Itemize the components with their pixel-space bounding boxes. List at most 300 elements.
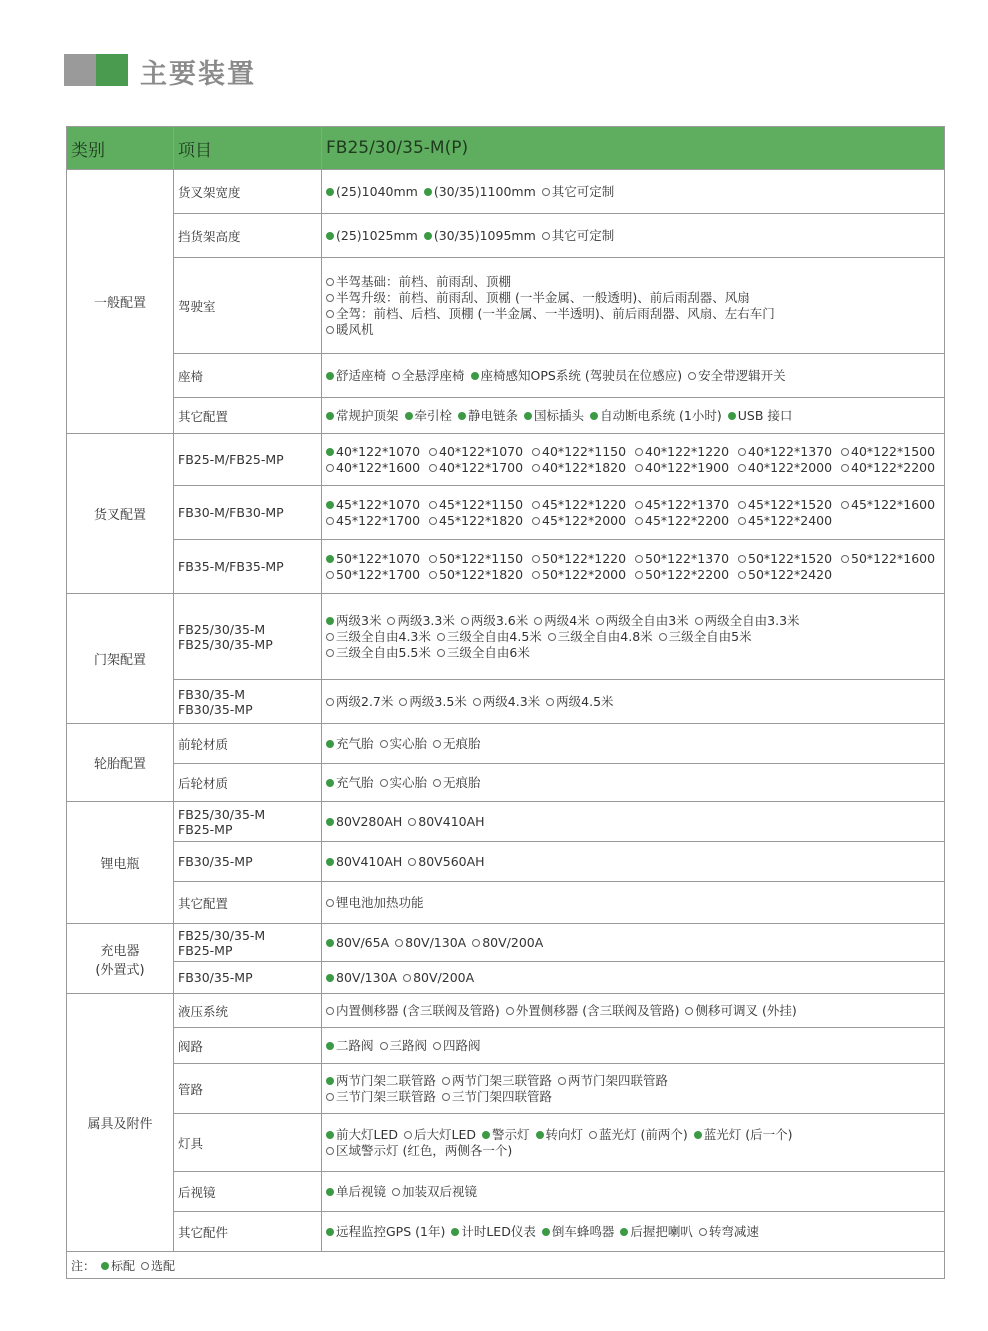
optional-circle-icon [326,310,334,318]
option-item [442,1089,552,1104]
option-line [326,306,940,322]
option-item [326,1224,445,1239]
spec-table [66,126,945,1279]
title-green-block [96,54,128,86]
option-label: 暖风机 [336,321,374,337]
option-item [399,694,466,709]
option-label: 蓝光灯 (前两个) [599,1126,688,1142]
options-cell [322,1028,945,1064]
optional-circle-icon [688,372,696,380]
optional-circle-icon [392,1188,400,1196]
option-label: 40*122*1820 [542,459,627,475]
standard-dot-icon [458,412,466,420]
option-item [482,1127,530,1142]
option-line [326,814,940,830]
optional-circle-icon [738,501,746,509]
item-label: FB35-M/FB35-MP [178,559,284,574]
option-label: 两级全自由3米 [605,612,689,628]
item-label: 挡货架高度 [178,228,241,244]
option-item [542,184,615,199]
optional-circle-icon [635,571,643,579]
item-cell [174,842,322,882]
option-item [392,1184,477,1199]
option-item [536,1127,584,1142]
option-item [635,551,738,567]
option-label: 45*122*2000 [542,512,627,528]
options-cell [322,1172,945,1212]
option-label: (25)1040mm [336,183,418,199]
option-label: 40*122*1900 [645,459,730,475]
option-label: 40*122*1070 [439,443,524,459]
option-item [471,368,683,383]
options-cell [322,594,945,680]
optional-circle-icon [395,939,403,947]
standard-dot-icon [326,1188,334,1196]
option-label: 80V410AH [418,813,485,829]
option-label: 计时LED仪表 [461,1223,536,1239]
option-item [534,613,589,628]
header-category: 类别 [67,127,174,170]
option-label: 锂电池加热功能 [336,894,424,910]
optional-circle-icon [326,278,334,286]
option-line [326,290,940,306]
item-cell [174,258,322,354]
option-label: 侧移可调叉 (外挂) [695,1002,797,1018]
optional-circle-icon [429,448,437,456]
option-label: 80V/65A [336,934,390,950]
option-label: 两级4米 [544,612,590,628]
option-item [326,970,397,985]
optional-circle-icon [380,740,388,748]
option-label: (25)1025mm [336,227,418,243]
table-row [67,1114,945,1172]
option-line [326,1003,940,1019]
optional-circle-icon [841,555,849,563]
option-item [326,551,429,567]
legend-optional: 选配 [151,1258,176,1273]
option-item [433,1038,481,1053]
option-item [685,1003,796,1018]
option-line [326,1038,940,1054]
option-item [738,444,841,460]
option-line [326,613,940,629]
option-item [437,645,530,660]
item-label: FB30-M/FB30-MP [178,505,284,520]
category-cell [67,924,174,994]
option-item [473,694,540,709]
option-item [429,497,532,513]
option-label: 45*122*1070 [336,496,421,512]
table-row [67,842,945,882]
item-cell [174,882,322,924]
optional-circle-icon [635,464,643,472]
option-line [326,444,940,460]
options-cell [322,486,945,540]
option-item [429,567,532,583]
option-item [424,228,536,243]
options-cell [322,434,945,486]
table-row [67,1028,945,1064]
option-label: 全悬浮座椅 [402,367,465,383]
option-item [694,1127,793,1142]
optional-circle-icon [532,464,540,472]
option-item [387,613,454,628]
option-item [532,551,635,567]
optional-circle-icon [326,899,334,907]
option-line [326,551,940,567]
optional-circle-icon [841,464,849,472]
option-label: 40*122*1700 [439,459,524,475]
option-item [326,460,429,476]
item-label-line: FB25/30/35-M [178,806,266,822]
standard-dot-icon [326,1131,334,1139]
optional-circle-icon [429,501,437,509]
item-cell [174,214,322,258]
options-cell [322,842,945,882]
optional-circle-icon [437,649,445,657]
item-label: 货叉架宽度 [178,184,241,200]
option-item [532,444,635,460]
option-label: 远程监控GPS (1年) [336,1223,446,1239]
options-cell [322,764,945,802]
option-line [326,1184,940,1200]
standard-dot-icon [405,412,413,420]
legend-standard: 标配 [111,1258,136,1273]
options-cell [322,354,945,398]
option-label: 其它可定制 [551,183,615,199]
option-item [326,854,402,869]
table-row [67,540,945,594]
optional-circle-icon [433,1042,441,1050]
option-label: 加装双后视镜 [402,1183,478,1199]
option-label: 单后视镜 [336,1183,387,1199]
option-label: 50*122*2420 [748,566,833,582]
table-row [67,680,945,724]
option-label: 前大灯LED [336,1126,398,1142]
optional-circle-icon [534,617,542,625]
category-label: 轮胎配置 [93,757,146,772]
table-row [67,214,945,258]
item-cell [174,354,322,398]
category-cell [67,724,174,802]
option-item [326,814,402,829]
optional-circle-icon [635,501,643,509]
optional-circle-icon [699,1228,707,1236]
option-label: 80V410AH [336,853,403,869]
standard-dot-icon [326,501,334,509]
option-line [326,513,940,529]
item-label: FB30/35-MP [178,970,253,985]
option-line [326,775,940,791]
option-item [326,645,431,660]
option-item [326,1143,512,1158]
standard-dot-icon [471,372,479,380]
optional-circle-icon [326,1147,334,1155]
page-title: 主要装置 [140,59,256,90]
option-label: 80V/130A [405,934,467,950]
option-line [326,1224,940,1240]
option-label: 半驾基础：前档、前雨刮、顶棚 [336,273,512,289]
optional-circle-icon [404,1131,412,1139]
option-label: 40*122*1600 [336,459,421,475]
table-row [67,1212,945,1252]
option-label: (30/35)1100mm [433,183,536,199]
option-label: 国标插头 [534,407,585,423]
optional-circle-icon [326,294,334,302]
optional-circle-icon [659,633,667,641]
item-label: 其它配置 [178,895,229,911]
option-label: 45*122*1370 [645,496,730,512]
option-line [326,460,940,476]
option-item [405,408,453,423]
option-label: 三节门架四联管路 [452,1088,553,1104]
item-cell [174,486,322,540]
table-row [67,882,945,924]
option-item [738,551,841,567]
option-label: 无痕胎 [443,774,481,790]
optional-circle-icon [506,1007,514,1015]
standard-dot-icon [326,188,334,196]
optional-circle-icon [326,698,334,706]
optional-circle-icon [548,633,556,641]
standard-dot-icon [326,858,334,866]
standard-dot-icon [326,1077,334,1085]
option-label: USB 接口 [737,407,793,423]
option-item [326,935,389,950]
option-item [738,567,841,583]
category-cell [67,170,174,434]
option-label: 三级全自由4.5米 [446,628,542,644]
optional-circle-icon [380,1042,388,1050]
option-item [458,408,518,423]
option-label: 50*122*1370 [645,550,730,566]
optional-circle-icon [472,939,480,947]
option-item [451,1224,536,1239]
optional-circle-icon [429,464,437,472]
item-label: 管路 [178,1081,204,1097]
item-label: 液压系统 [178,1003,229,1019]
item-label: 其它配件 [178,1224,229,1240]
option-item [532,497,635,513]
options-cell [322,882,945,924]
category-label: 一般配置 [93,296,146,311]
option-label: 转向灯 [545,1126,584,1142]
option-item [380,775,428,790]
header-item: 项目 [174,127,322,170]
option-label: (30/35)1095mm [433,227,536,243]
item-cell [174,962,322,994]
option-line [326,629,940,645]
option-label: 40*122*2200 [851,459,936,475]
item-cell [174,1172,322,1212]
options-cell [322,680,945,724]
option-label: 牵引栓 [414,407,453,423]
item-label-line: FB25/30/35-M [178,927,266,943]
options-cell [322,924,945,962]
table-row [67,594,945,680]
item-label-line: FB25-MP [178,821,233,837]
category-cell [67,802,174,924]
item-cell [174,924,322,962]
table-row [67,962,945,994]
standard-dot-icon [326,617,334,625]
option-label: 40*122*1220 [645,443,730,459]
option-item [548,629,653,644]
category-label: 属具及附件 [87,1117,153,1132]
item-cell [174,398,322,434]
option-label: 50*122*1820 [439,566,524,582]
option-item [506,1003,680,1018]
optional-circle-icon [635,448,643,456]
category-cell [67,994,174,1252]
legend-row [67,1252,945,1279]
standard-dot-icon [620,1228,628,1236]
option-label: 两级全自由3.3米 [704,612,800,628]
option-label: 实心胎 [389,735,428,751]
option-label: 充气胎 [336,774,374,790]
option-label: 40*122*1070 [336,443,421,459]
option-item [408,814,484,829]
option-item [472,935,543,950]
options-cell [322,214,945,258]
option-label: 三级全自由5.5米 [336,644,431,660]
option-item [558,1073,668,1088]
option-line [326,970,940,986]
option-label: 区域警示灯 (红色，两侧各一个) [336,1142,513,1158]
option-label: 座椅感知OPS系统 (驾驶员在位感应) [480,367,683,383]
options-cell [322,258,945,354]
standard-dot-icon [424,232,432,240]
item-cell [174,170,322,214]
option-item [326,228,418,243]
option-label: 40*122*1150 [542,443,627,459]
option-label: 40*122*1370 [748,443,833,459]
options-cell [322,170,945,214]
option-item [433,736,481,751]
optional-circle-icon [326,517,334,525]
standard-dot-icon [326,1042,334,1050]
option-label: 两级3.3米 [397,612,455,628]
options-cell [322,724,945,764]
option-label: 45*122*1700 [336,512,421,528]
options-cell [322,398,945,434]
option-item [596,613,689,628]
option-label: 舒适座椅 [336,367,387,383]
standard-dot-icon [590,412,598,420]
option-label: 三级全自由5米 [668,628,752,644]
item-label: 座椅 [178,368,204,384]
optional-circle-icon [532,571,540,579]
option-item [380,736,428,751]
option-item [635,513,738,529]
option-label: 45*122*1220 [542,496,627,512]
option-label: 后握把喇叭 [630,1223,693,1239]
option-item [589,1127,688,1142]
option-line [326,694,940,710]
option-item [635,497,738,513]
option-item [841,497,944,513]
option-line [326,1073,940,1089]
option-item [590,408,722,423]
table-row [67,924,945,962]
option-label: 50*122*1520 [748,550,833,566]
item-label: FB25-M/FB25-MP [178,452,284,467]
options-cell [322,1212,945,1252]
option-label: 三级全自由4.8米 [557,628,653,644]
option-label: 三级全自由6米 [446,644,530,660]
optional-circle-icon [841,448,849,456]
option-item [659,629,752,644]
table-row [67,764,945,802]
option-item [461,613,528,628]
option-label: 两节门架四联管路 [568,1072,669,1088]
option-line [326,935,940,951]
option-item [699,1224,759,1239]
option-item [404,1127,476,1142]
category-label-line: 充电器 [100,943,140,959]
option-label: 无痕胎 [443,735,481,751]
standard-dot-icon [326,974,334,982]
table-row [67,354,945,398]
standard-dot-icon [451,1228,459,1236]
option-item [532,460,635,476]
option-label: 80V560AH [418,853,485,869]
optional-circle-icon [392,372,400,380]
option-label: 倒车蜂鸣器 [551,1223,615,1239]
option-item [524,408,584,423]
option-item [635,460,738,476]
option-label: 80V/200A [482,934,544,950]
option-label: 半驾升级：前档、前雨刮、顶棚 (一半金属、一般透明)、前后雨刮器、风扇 [336,289,750,305]
optional-circle-icon [408,818,416,826]
option-label: 警示灯 [492,1126,530,1142]
option-line [326,895,940,911]
item-label: 阀路 [178,1038,204,1054]
option-item [326,567,429,583]
item-cell [174,594,322,680]
category-label: 门架配置 [93,653,146,668]
option-item [326,629,431,644]
table-row [67,724,945,764]
option-label: 50*122*1700 [336,566,421,582]
optional-circle-icon [387,617,395,625]
option-item [429,460,532,476]
optional-circle-icon [399,698,407,706]
option-line [326,736,940,752]
option-label: 45*122*1150 [439,496,524,512]
option-item [433,775,481,790]
optional-circle-icon [442,1093,450,1101]
option-item [395,935,466,950]
standard-dot-icon [482,1131,490,1139]
option-item [738,460,841,476]
item-cell [174,1064,322,1114]
standard-dot-icon [101,1262,109,1270]
standard-dot-icon [542,1228,550,1236]
option-item [392,368,465,383]
optional-circle-icon [326,571,334,579]
standard-dot-icon [326,1228,334,1236]
option-item [326,895,424,910]
standard-dot-icon [326,372,334,380]
table-row [67,802,945,842]
optional-circle-icon [532,501,540,509]
optional-circle-icon [738,517,746,525]
optional-circle-icon [473,698,481,706]
option-label: 后大灯LED [414,1126,476,1142]
optional-circle-icon [326,649,334,657]
standard-dot-icon [326,740,334,748]
